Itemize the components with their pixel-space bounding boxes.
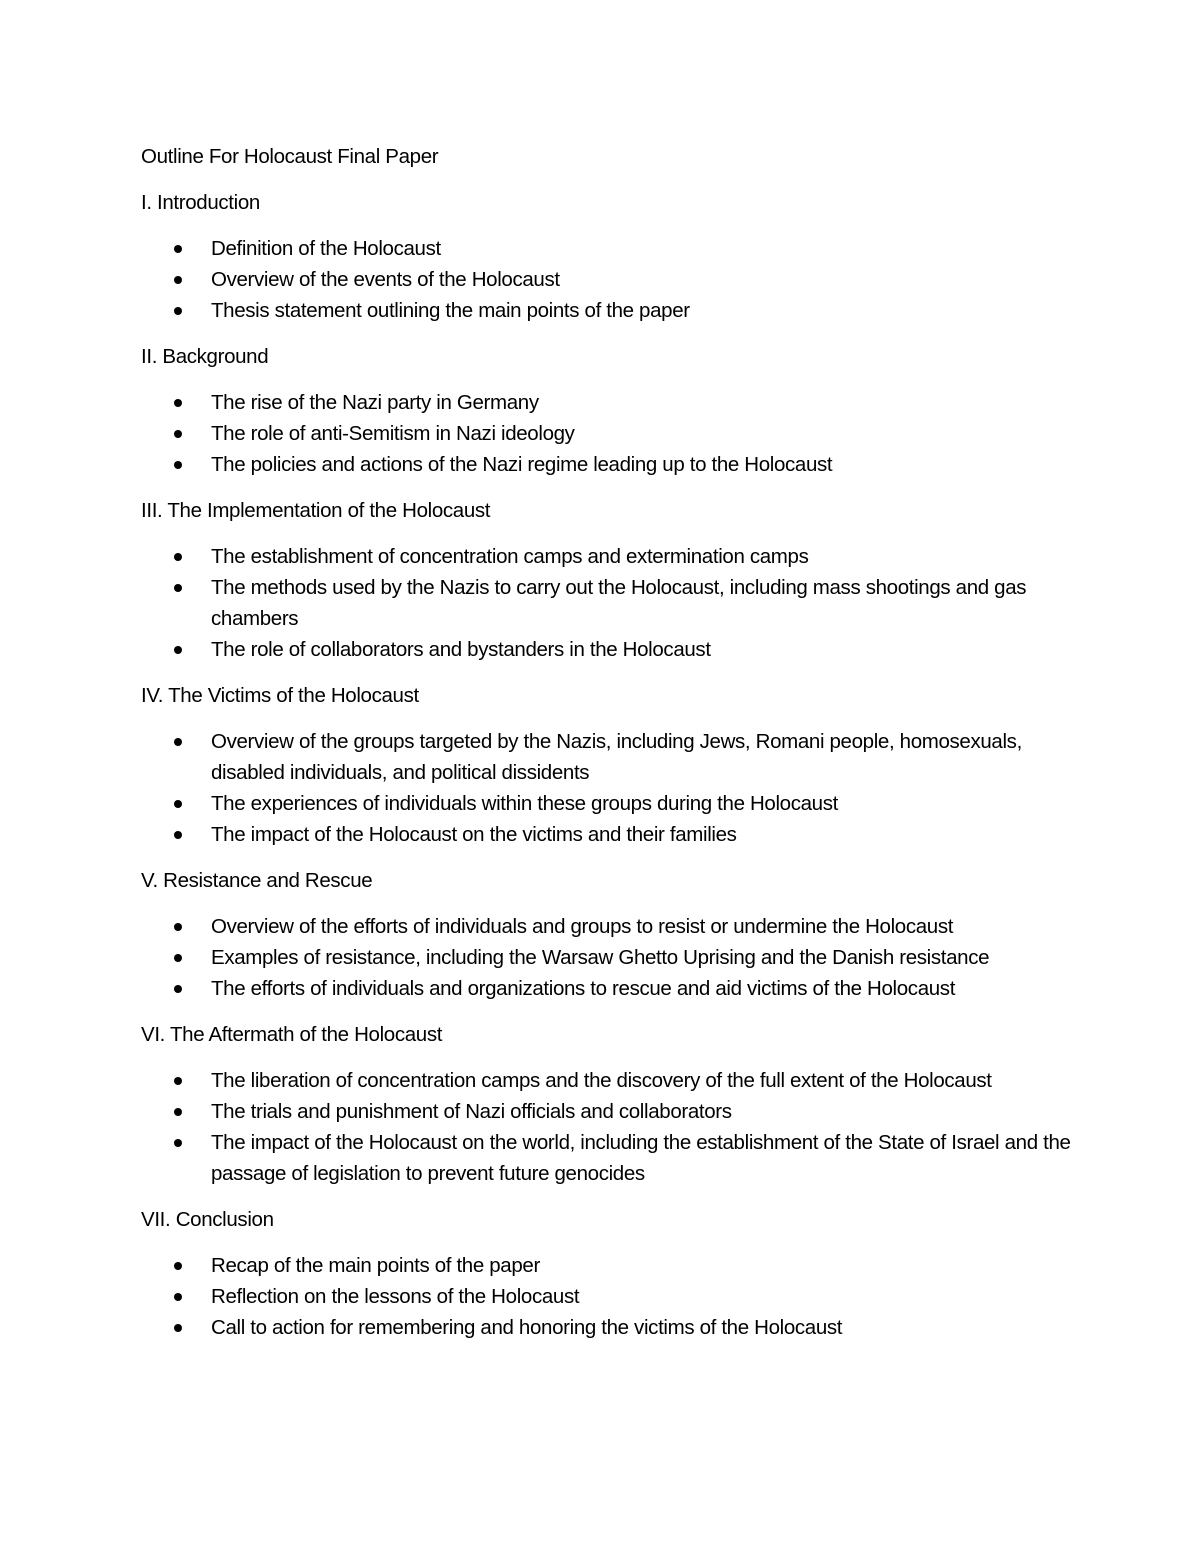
bullet-icon — [174, 399, 182, 407]
bullet-icon — [174, 738, 182, 746]
list-item-text: Examples of resistance, including the Warsaw Ghetto Uprising and the Danish resistance — [211, 946, 990, 969]
list-item — [141, 1312, 1071, 1343]
section-heading: V. Resistance and Rescue — [141, 869, 373, 892]
bullet-list — [141, 541, 1071, 665]
list-item-text: The role of collaborators and bystanders in the Holocaust — [211, 638, 711, 661]
section-heading: VII. Conclusion — [141, 1208, 274, 1231]
bullet-icon — [174, 461, 182, 469]
list-item-text: The liberation of concentration camps and the discovery of the full extent of the Holocaust — [211, 1069, 992, 1092]
list-item-text: Overview of the groups targeted by the Nazis, including Jews, Romani people, homosexuals, disabled individuals, and political dissidents — [211, 730, 1022, 784]
bullet-icon — [174, 646, 182, 654]
list-item-text: The efforts of individuals and organizations to rescue and aid victims of the Holocaust — [211, 977, 956, 1000]
list-item-text: The impact of the Holocaust on the world, including the establishment of the State of Israel and the passage of legislation to prevent future genocides — [211, 1131, 1071, 1185]
bullet-icon — [174, 1077, 182, 1085]
bullet-list — [141, 387, 1071, 480]
bullet-icon — [174, 553, 182, 561]
bullet-icon — [174, 1262, 182, 1270]
bullet-icon — [174, 954, 182, 962]
list-item-text: Recap of the main points of the paper — [211, 1254, 540, 1277]
outline-section — [141, 495, 1071, 665]
list-item-text: The experiences of individuals within these groups during the Holocaust — [211, 792, 838, 815]
bullet-icon — [174, 276, 182, 284]
list-item-text: Overview of the events of the Holocaust — [211, 268, 560, 291]
list-item — [141, 788, 1071, 819]
list-item — [141, 634, 1071, 665]
list-item-text: The establishment of concentration camps and extermination camps — [211, 545, 809, 568]
list-item-text: Reflection on the lessons of the Holocaust — [211, 1285, 580, 1308]
bullet-icon — [174, 923, 182, 931]
list-item — [141, 1127, 1071, 1189]
list-item-text: The policies and actions of the Nazi regime leading up to the Holocaust — [211, 453, 833, 476]
section-heading: II. Background — [141, 345, 269, 368]
outline-section — [141, 341, 1071, 480]
list-item — [141, 572, 1071, 634]
list-item-text: The methods used by the Nazis to carry out the Holocaust, including mass shootings and gas chambers — [211, 576, 1027, 630]
list-item — [141, 418, 1071, 449]
list-item — [141, 1065, 1071, 1096]
bullet-icon — [174, 1108, 182, 1116]
outline-section — [141, 1019, 1071, 1189]
bullet-icon — [174, 430, 182, 438]
list-item — [141, 449, 1071, 480]
bullet-icon — [174, 584, 182, 592]
list-item-text: The role of anti-Semitism in Nazi ideology — [211, 422, 575, 445]
bullet-list — [141, 1065, 1071, 1189]
bullet-list — [141, 726, 1071, 850]
bullet-icon — [174, 1139, 182, 1147]
list-item-text: The impact of the Holocaust on the victims and their families — [211, 823, 737, 846]
list-item — [141, 973, 1071, 1004]
list-item — [141, 233, 1071, 264]
outline-section — [141, 187, 1071, 326]
list-item-text: The rise of the Nazi party in Germany — [211, 391, 539, 414]
list-item — [141, 1096, 1071, 1127]
outline-section — [141, 680, 1071, 850]
bullet-list — [141, 1250, 1071, 1343]
list-item — [141, 387, 1071, 418]
list-item-text: Overview of the efforts of individuals and groups to resist or undermine the Holocaust — [211, 915, 954, 938]
document-title: Outline For Holocaust Final Paper — [141, 145, 439, 168]
bullet-icon — [174, 245, 182, 253]
list-item — [141, 942, 1071, 973]
list-item — [141, 819, 1071, 850]
bullet-icon — [174, 985, 182, 993]
section-heading: VI. The Aftermath of the Holocaust — [141, 1023, 443, 1046]
list-item-text: The trials and punishment of Nazi officials and collaborators — [211, 1100, 732, 1123]
list-item-text: Thesis statement outlining the main points of the paper — [211, 299, 690, 322]
document-body — [141, 141, 1071, 1358]
bullet-icon — [174, 307, 182, 315]
list-item — [141, 911, 1071, 942]
list-item — [141, 295, 1071, 326]
outline-sections — [141, 187, 1071, 1343]
section-heading: III. The Implementation of the Holocaust — [141, 499, 491, 522]
list-item-text: Call to action for remembering and honoring the victims of the Holocaust — [211, 1316, 843, 1339]
section-heading: I. Introduction — [141, 191, 260, 214]
bullet-list — [141, 911, 1071, 1004]
list-item — [141, 541, 1071, 572]
list-item — [141, 1281, 1071, 1312]
bullet-icon — [174, 831, 182, 839]
list-item-text: Definition of the Holocaust — [211, 237, 441, 260]
list-item — [141, 726, 1071, 788]
list-item — [141, 1250, 1071, 1281]
outline-section — [141, 1204, 1071, 1343]
section-heading: IV. The Victims of the Holocaust — [141, 684, 419, 707]
list-item — [141, 264, 1071, 295]
bullet-icon — [174, 1293, 182, 1301]
bullet-list — [141, 233, 1071, 326]
outline-section — [141, 865, 1071, 1004]
bullet-icon — [174, 1324, 182, 1332]
bullet-icon — [174, 800, 182, 808]
